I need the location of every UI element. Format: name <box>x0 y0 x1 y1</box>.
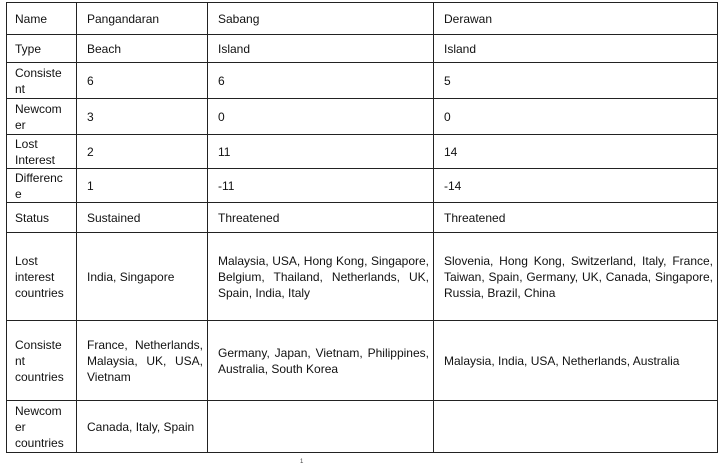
table-cell: Island <box>208 35 434 63</box>
table-cell: 0 <box>434 99 718 135</box>
table-cell: Germany, Japan, Vietnam, Philippines, Australia, South Korea <box>208 321 434 401</box>
table-cell: Threatened <box>208 203 434 233</box>
table-cell <box>434 401 718 453</box>
table-cell: 6 <box>77 63 208 99</box>
row-header-cell: Newcom er countries <box>7 401 77 453</box>
table-cell: Slovenia, Hong Kong, Switzerland, Italy, France, Taiwan, Spain, Germany, UK, Canada, Singapore, Russia, Brazil, China <box>434 233 718 321</box>
table-row <box>7 35 718 63</box>
row-header-cell: Newcom er <box>7 99 77 135</box>
destination-table <box>6 2 718 453</box>
table-cell: Malaysia, USA, Hong Kong, Singapore, Belgium, Thailand, Netherlands, UK, Spain, India, Italy <box>208 233 434 321</box>
table-cell: 11 <box>208 135 434 169</box>
table-cell: 2 <box>77 135 208 169</box>
data-table-wrapper <box>6 2 718 453</box>
table-body <box>7 3 718 453</box>
row-header-cell: Type <box>7 35 77 63</box>
table-cell: 3 <box>77 99 208 135</box>
table-row <box>7 169 718 203</box>
table-cell: Beach <box>77 35 208 63</box>
footnote-mark: 1 <box>300 459 304 465</box>
row-header-cell: Name <box>7 3 77 35</box>
table-cell: Pangandaran <box>77 3 208 35</box>
table-cell: -14 <box>434 169 718 203</box>
table-cell: Island <box>434 35 718 63</box>
row-header-cell: Differenc e <box>7 169 77 203</box>
table-cell: Sustained <box>77 203 208 233</box>
row-header-cell: Lost Interest <box>7 135 77 169</box>
table-cell: France, Netherlands, Malaysia, UK, USA, Vietnam <box>77 321 208 401</box>
table-cell: 14 <box>434 135 718 169</box>
table-row <box>7 401 718 453</box>
table-cell: Threatened <box>434 203 718 233</box>
table-cell: 1 <box>77 169 208 203</box>
row-header-cell: Consiste nt countries <box>7 321 77 401</box>
table-cell: 5 <box>434 63 718 99</box>
table-cell: 6 <box>208 63 434 99</box>
row-header-cell: Status <box>7 203 77 233</box>
table-row <box>7 321 718 401</box>
table-cell: Sabang <box>208 3 434 35</box>
table-row <box>7 63 718 99</box>
table-cell: India, Singapore <box>77 233 208 321</box>
table-row <box>7 203 718 233</box>
table-cell: 0 <box>208 99 434 135</box>
table-cell: -11 <box>208 169 434 203</box>
table-row <box>7 99 718 135</box>
table-cell: Derawan <box>434 3 718 35</box>
table-row <box>7 233 718 321</box>
row-header-cell: Lost interest countries <box>7 233 77 321</box>
row-header-cell: Consiste nt <box>7 63 77 99</box>
table-row <box>7 135 718 169</box>
table-cell <box>208 401 434 453</box>
table-cell: Malaysia, India, USA, Netherlands, Australia <box>434 321 718 401</box>
table-row <box>7 3 718 35</box>
table-cell: Canada, Italy, Spain <box>77 401 208 453</box>
